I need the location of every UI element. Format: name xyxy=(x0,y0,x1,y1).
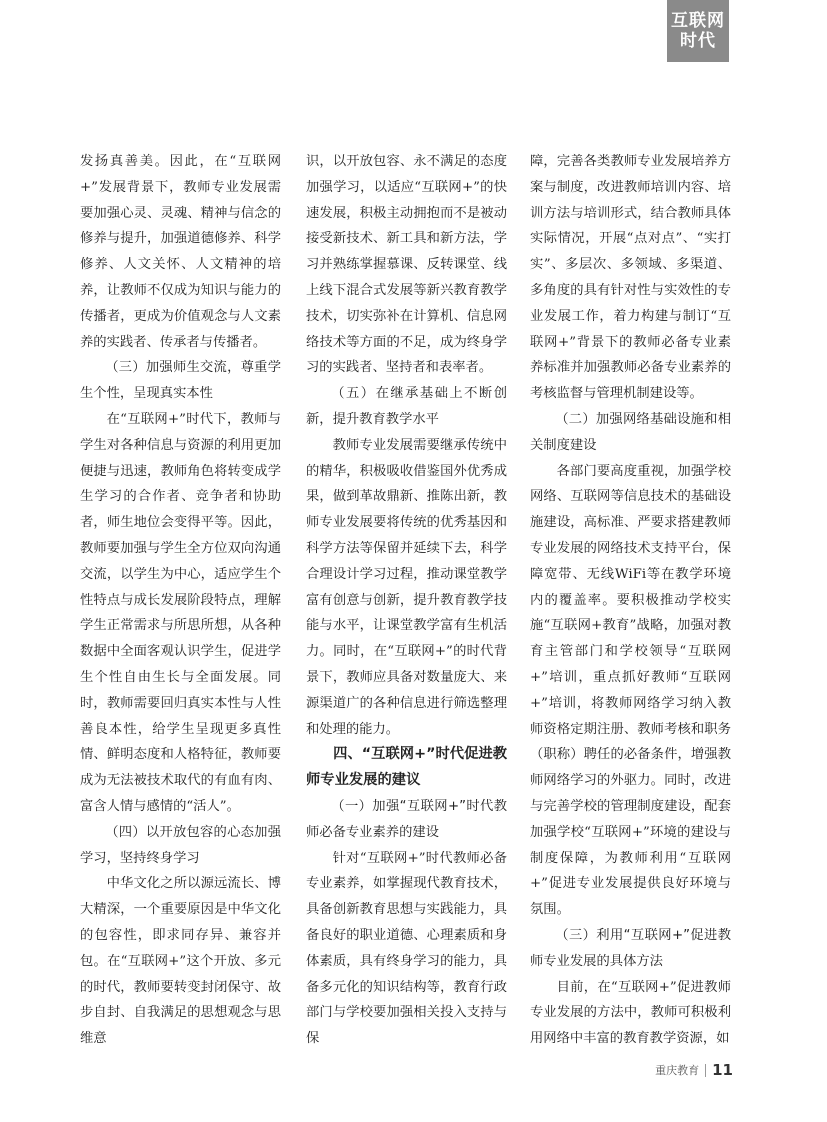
section-heading: （一）加强“互联网+”时代教师必备专业素养的建设 xyxy=(306,798,507,840)
page-number: 11 xyxy=(712,1061,733,1079)
body-paragraph: 中华文化之所以源远流长、博大精深，一个重要原因是中华文化的包容性，即求同存异、兼容并包。在“互联网+”这个开放、多元的时代，教师要转变封闭保守、故步自封、自我满足的思想观念与思维意 xyxy=(80,876,281,1047)
body-paragraph: 目前，在“互联网+”促进教师专业发展的方法中，教师可积极利用网络中丰富的教育教学资源，如 xyxy=(530,979,731,1047)
section-heading: （二）加强网络基础设施和相关制度建设 xyxy=(530,411,731,453)
body-paragraph: 发扬真善美。因此，在“互联网+”发展背景下，教师专业发展需要加强心灵、灵魂、精神与信念的修养与提升，加强道德修养、科学修养、人文关怀、人文精神的培养，让教师不仅成为知识与能力的传播者，更成为价值观念与人文素养的实践者、传承者与传播者。 xyxy=(80,154,281,350)
section-tab-line1: 互联网 xyxy=(671,11,725,31)
section-heading: （五）在继承基础上不断创新，提升教育教学水平 xyxy=(306,386,507,427)
journal-name: 重庆教育 xyxy=(655,1064,700,1077)
text-column-1 xyxy=(80,149,281,1052)
section-tab-line2: 时代 xyxy=(680,31,716,51)
text-column-3 xyxy=(530,149,731,1052)
section-heading: （三）利用“互联网+”促进教师专业发展的具体方法 xyxy=(530,927,731,969)
chapter-heading: 四、“互联网+”时代促进教师专业发展的建议 xyxy=(306,746,507,789)
body-paragraph: 在“互联网+”时代下，教师与学生对各种信息与资源的利用更加便捷与迅速，教师角色将转变成学生学习的合作者、竞争者和协助者，师生地位会变得平等。因此，教师要加强与学生全方位双向沟通交流，以学生为中心，适应学生个性特点与成长发展阶段特点，理解学生正常需求与所思所想，从各种数据中全面客观认识学生，促进学生个性自由生长与全面发展。同时，教师需要回归真实本性与人性善良本性，给学生呈现更多真性情、鲜明态度和人格特征，教师要成为无法被技术取代的有血有肉、富含人情与感情的“活人”。 xyxy=(80,411,281,814)
body-paragraph: 针对“互联网+”时代教师必备专业素养，如掌握现代教育技术，具备创新教育思想与实践能力，具备良好的职业道德、心理素质和身体素质，具有终身学习的能力，具备多元化的知识结构等，教育行政部门与学校要加强相关投入支持与保 xyxy=(306,850,507,1047)
body-paragraph: 各部门要高度重视，加强学校网络、互联网等信息技术的基础设施建设，高标准、严要求搭建教师专业发展的网络技术支持平台，保障宽带、无线WiFi等在教学环境内的覆盖率。要积极推动学校实施“互联网+教育”战略，加强对教育主管部门和学校领导“互联网+”培训，重点抓好教师“互联网+”培训，将教师网络学习纳入教师资格定期注册、教师考核和职务（职称）聘任的必备条件，增强教师网络学习的外驱力。同时，改进与完善学校的管理制度建设，配套加强学校“互联网+”环境的建设与制度保障，为教师利用“互联网+”促进专业发展提供良好环境与氛围。 xyxy=(530,463,731,918)
section-heading: （四）以开放包容的心态加强学习，坚持终身学习 xyxy=(80,824,281,866)
body-paragraph: 教师专业发展需要继承传统中的精华，积极吸收借鉴国外优秀成果，做到革故鼎新、推陈出新，教师专业发展要将传统的优秀基因和科学方法等保留并延续下去，科学合理设计学习过程，推动课堂教学富有创意与创新，提升教育教学技能与水平，让课堂教学富有生机活力。同时，在“互联网+”的时代背景下，教师应具备对数量庞大、来源渠道广的各种信息进行筛选整理和处理的能力。 xyxy=(306,437,507,737)
section-tab xyxy=(667,0,729,62)
body-paragraph: 障，完善各类教师专业发展培养方案与制度，改进教师培训内容、培训方法与培训形式，结合教师具体实际情况，开展“点对点”、“实打实”、多层次、多领域、多渠道、多角度的具有针对性与实效性的专业发展工作，着力构建与制订“互联网+”背景下的教师必备专业素养标准并加强教师必备专业素养的考核监督与管理机制建设等。 xyxy=(530,154,731,402)
page-footer xyxy=(655,1061,733,1079)
footer-divider xyxy=(705,1064,706,1077)
section-heading: （三）加强师生交流，尊重学生个性，呈现真实本性 xyxy=(80,360,281,402)
body-paragraph: 识，以开放包容、永不满足的态度加强学习，以适应“互联网+”的快速发展，积极主动拥抱而不是被动接受新技术、新工具和新方法，学习并熟练掌握慕课、反转课堂、线上线下混合式发展等新兴教育教学技术，切实弥补在计算机、信息网络技术等方面的不足，成为终身学习的实践者、坚持者和表率者。 xyxy=(306,154,507,376)
text-column-2 xyxy=(306,149,507,1052)
